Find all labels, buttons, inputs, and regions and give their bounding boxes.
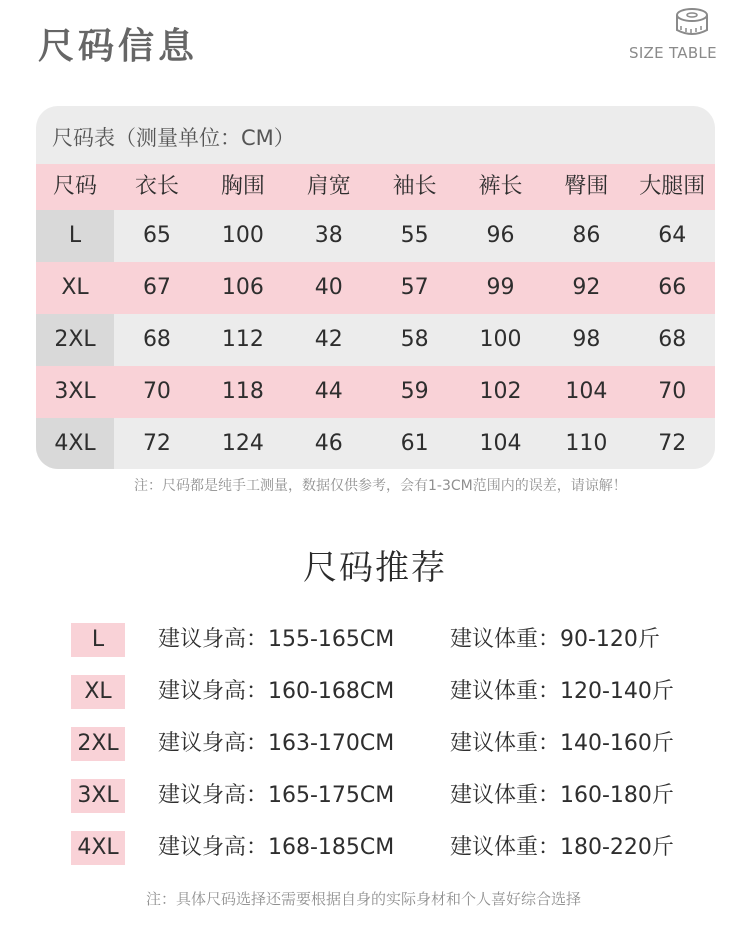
size-badge: L (71, 623, 125, 657)
table-header-cell: 裤长 (478, 174, 523, 199)
table-cell: 102 (479, 379, 522, 404)
size-table (36, 106, 715, 469)
table-cell: 104 (565, 379, 608, 404)
recommended-height: 建议身高：160-168CM (158, 679, 395, 704)
size-badge: XL (71, 675, 125, 709)
table-cell: 104 (479, 431, 522, 456)
recommendation-row (0, 727, 750, 763)
table-cell: 66 (658, 275, 687, 300)
table-cell: 58 (400, 327, 429, 352)
size-table-label: SIZE TABLE (629, 44, 717, 62)
recommended-height: 建议身高：168-185CM (158, 835, 395, 860)
table-cell: 70 (658, 379, 687, 404)
recommended-height: 建议身高：165-175CM (158, 783, 395, 808)
size-cell: L (36, 210, 114, 262)
table-cell: 70 (142, 379, 171, 404)
measurement-note: 注：尺码都是纯手工测量，数据仅供参考，会有1-3CM范围内的误差，请谅解！ (134, 478, 627, 494)
table-cell: 68 (658, 327, 687, 352)
size-badge: 4XL (71, 831, 125, 865)
table-header-cell: 尺码 (52, 174, 97, 199)
table-header-cell: 衣长 (134, 174, 179, 199)
table-row (36, 314, 715, 366)
recommended-height: 建议身高：163-170CM (158, 731, 395, 756)
table-cell: 110 (565, 431, 608, 456)
table-cell: 65 (142, 223, 171, 248)
table-header-cell: 大腿围 (639, 174, 706, 199)
recommendation-row (0, 675, 750, 711)
table-cell: 106 (221, 275, 264, 300)
table-row (36, 210, 715, 262)
table-cell: 86 (572, 223, 601, 248)
recommendation-row (0, 623, 750, 659)
size-grid (36, 164, 715, 469)
recommendation-title: 尺码推荐 (303, 548, 447, 588)
table-cell: 92 (572, 275, 601, 300)
table-cell: 46 (314, 431, 343, 456)
size-cell: 4XL (36, 418, 114, 469)
table-header-row (36, 164, 715, 210)
table-cell: 118 (221, 379, 264, 404)
table-cell: 112 (221, 327, 264, 352)
size-badge: 3XL (71, 779, 125, 813)
size-badge: 2XL (71, 727, 125, 761)
table-header-cell: 袖长 (392, 174, 437, 199)
table-cell: 100 (479, 327, 522, 352)
recommendation-row (0, 831, 750, 867)
table-cell: 124 (221, 431, 264, 456)
table-row (36, 262, 715, 314)
table-cell: 67 (142, 275, 171, 300)
table-cell: 40 (314, 275, 343, 300)
size-cell: 3XL (54, 379, 96, 404)
page-title: 尺码信息 (38, 26, 199, 67)
table-cell: 72 (142, 431, 171, 456)
recommended-weight: 建议体重：90-120斤 (450, 627, 660, 652)
table-cell: 42 (314, 327, 343, 352)
selection-note: 注：具体尺码选择还需要根据自身的实际身材和个人喜好综合选择 (146, 890, 582, 908)
table-cell: 99 (486, 275, 515, 300)
table-cell: 44 (314, 379, 343, 404)
table-row (36, 418, 715, 469)
table-cell: 38 (314, 223, 343, 248)
size-cell: XL (61, 275, 89, 300)
recommendation-row (0, 779, 750, 815)
table-header-cell: 臀围 (564, 174, 609, 199)
table-cell: 98 (572, 327, 601, 352)
table-header-cell: 肩宽 (306, 174, 351, 199)
table-cell: 68 (142, 327, 171, 352)
table-cell: 57 (400, 275, 429, 300)
size-cell: 2XL (36, 314, 114, 366)
table-cell: 64 (658, 223, 687, 248)
table-cell: 59 (400, 379, 429, 404)
table-cell: 61 (400, 431, 429, 456)
recommended-weight: 建议体重：140-160斤 (450, 731, 674, 756)
table-cell: 55 (400, 223, 429, 248)
table-cell: 72 (658, 431, 687, 456)
recommended-weight: 建议体重：160-180斤 (450, 783, 674, 808)
table-cell: 96 (486, 223, 515, 248)
recommended-weight: 建议体重：120-140斤 (450, 679, 674, 704)
table-row (36, 366, 715, 418)
table-cell: 100 (221, 223, 264, 248)
table-caption: 尺码表（测量单位：CM） (52, 126, 295, 150)
table-header-cell: 胸围 (220, 174, 265, 199)
recommended-height: 建议身高：155-165CM (158, 627, 395, 652)
tape-measure-icon (672, 6, 712, 40)
recommended-weight: 建议体重：180-220斤 (450, 835, 674, 860)
